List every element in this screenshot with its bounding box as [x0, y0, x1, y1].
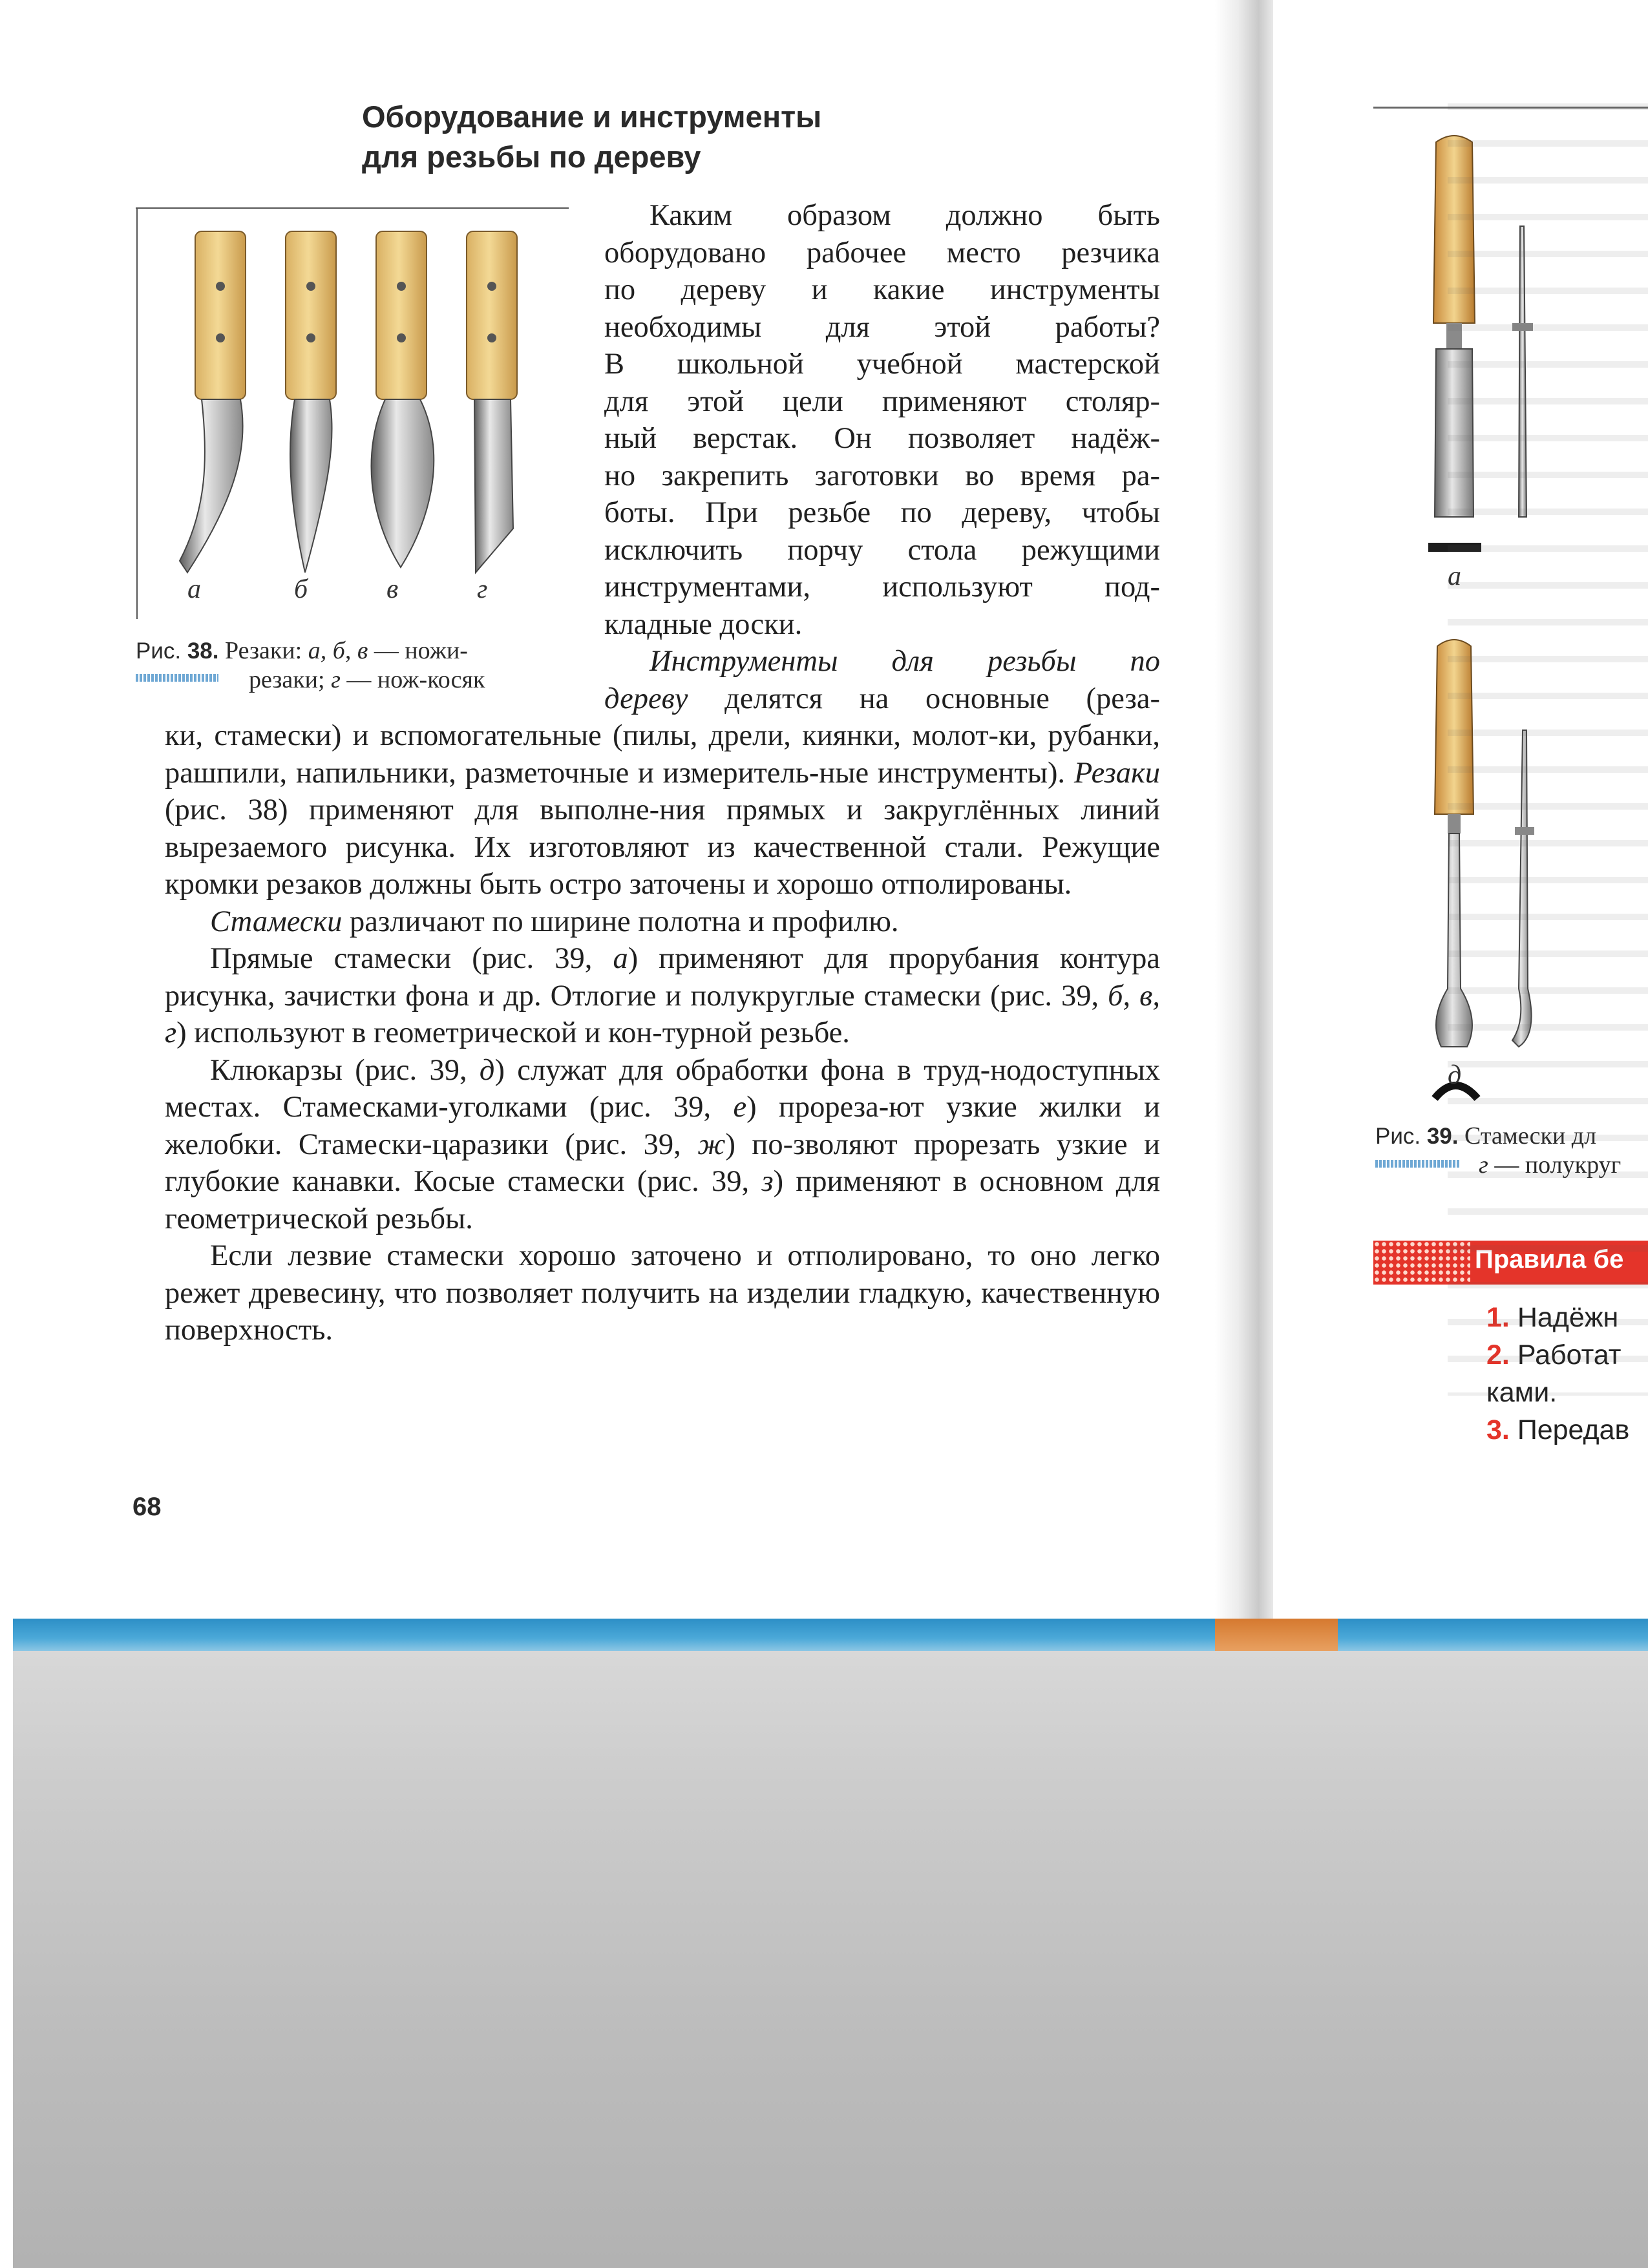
figure-38-carving-knives [136, 205, 569, 619]
heading-line-1: Оборудование и инструменты [362, 100, 822, 134]
main-text [165, 717, 1160, 1349]
figure-39-caption: Рис. 39. Стамески дл г — полукруг [1375, 1122, 1622, 1179]
book-edge-orange [1215, 1619, 1338, 1651]
figure-38-caption: Рис. 38. Резаки: а, б, в — ножи- резаки; г — нож-косяк [136, 637, 485, 693]
fig38-letter-v: в [386, 574, 399, 604]
fig39-letter-a: а [1448, 562, 1461, 591]
knife-a-icon [180, 231, 246, 572]
section-heading [362, 97, 944, 177]
intro-paragraph: Каким образом должно быть оборудовано рабочее место резчика по дереву и какие инструменты необходимы для этой работы? В школьной учебной мастерской для этой цели применяют столяр- ный верстак. Он позволяет надёж- но закрепить заготовки во время ра- боты. При резьбе по дереву, чтобы исключить порчу стола режущими инструментами, используют под- кладные доски. Инструменты для резьбы по дереву делятся на основные (реза- [604, 199, 1160, 715]
rule-item-2-cont: ками. [1486, 1377, 1558, 1408]
caption-38-stripe [136, 674, 218, 682]
fig38-letter-a: а [187, 574, 201, 604]
knife-v-icon [371, 231, 434, 567]
caption-39-stripe [1375, 1160, 1459, 1168]
tools-paragraph-cont: ки, стамески) и вспомогательные (пилы, дрели, киянки, молот-ки, рубанки, рашпили, напильники, разметочные и измеритель-ные инструменты). Резаки (рис. 38) применяют для выполне-ния прямых и закруглённых линий вырезаемого рисунка. Их изготовляют из качественной стали. Режущие кромки резаков должны быть остро заточены и хорошо отполированы. [165, 719, 1160, 901]
fig38-letter-g: г [477, 574, 488, 604]
book-gutter [1215, 0, 1273, 1619]
scanner-background [13, 1651, 1648, 2268]
fig38-letter-b: б [294, 574, 308, 604]
fig39-letter-d: д [1448, 1060, 1462, 1090]
gutter-bleedthrough [1448, 103, 1648, 1396]
straight-chisels-paragraph: Прямые стамески (рис. 39, а) применяют для прорубания контура рисунка, зачистки фона и др. Отлогие и полукруглые стамески (рис. 39, б, в, г) используют в геометрической и кон-турной резьбе. [165, 942, 1160, 1049]
heading-line-2: для резьбы по дереву [362, 140, 701, 174]
knife-g-icon [467, 231, 517, 572]
klyukarzy-paragraph: Клюкарзы (рис. 39, д) служат для обработки фона в труд-нодоступных местах. Стамесками-уголками (рис. 39, е) прореза-ют узкие жилки и желобки. Стамески-царазики (рис. 39, ж) по-зволяют прорезать узкие и глубокие канавки. Косые стамески (рис. 39, з) применяют в основном для геометрической резьбы. [165, 1053, 1161, 1235]
safety-rules-title: Правила бе [1475, 1245, 1624, 1274]
edge-paragraph: Если лезвие стамески хорошо заточено и отполировано, то оно легко режет древесину, что позволяет получить на изделии гладкую, качественную поверхность. [165, 1239, 1160, 1347]
book-edge-band [13, 1619, 1648, 1651]
rule-item-3: 3. Передав [1486, 1414, 1630, 1445]
page-number: 68 [132, 1493, 162, 1521]
rule-item-1: 1. Надёжн [1486, 1302, 1619, 1333]
stameski-paragraph: Стамески различают по ширине полотна и профилю. [210, 905, 899, 938]
rule-item-2: 2. Работат [1486, 1339, 1622, 1370]
knife-b-icon [286, 231, 336, 572]
